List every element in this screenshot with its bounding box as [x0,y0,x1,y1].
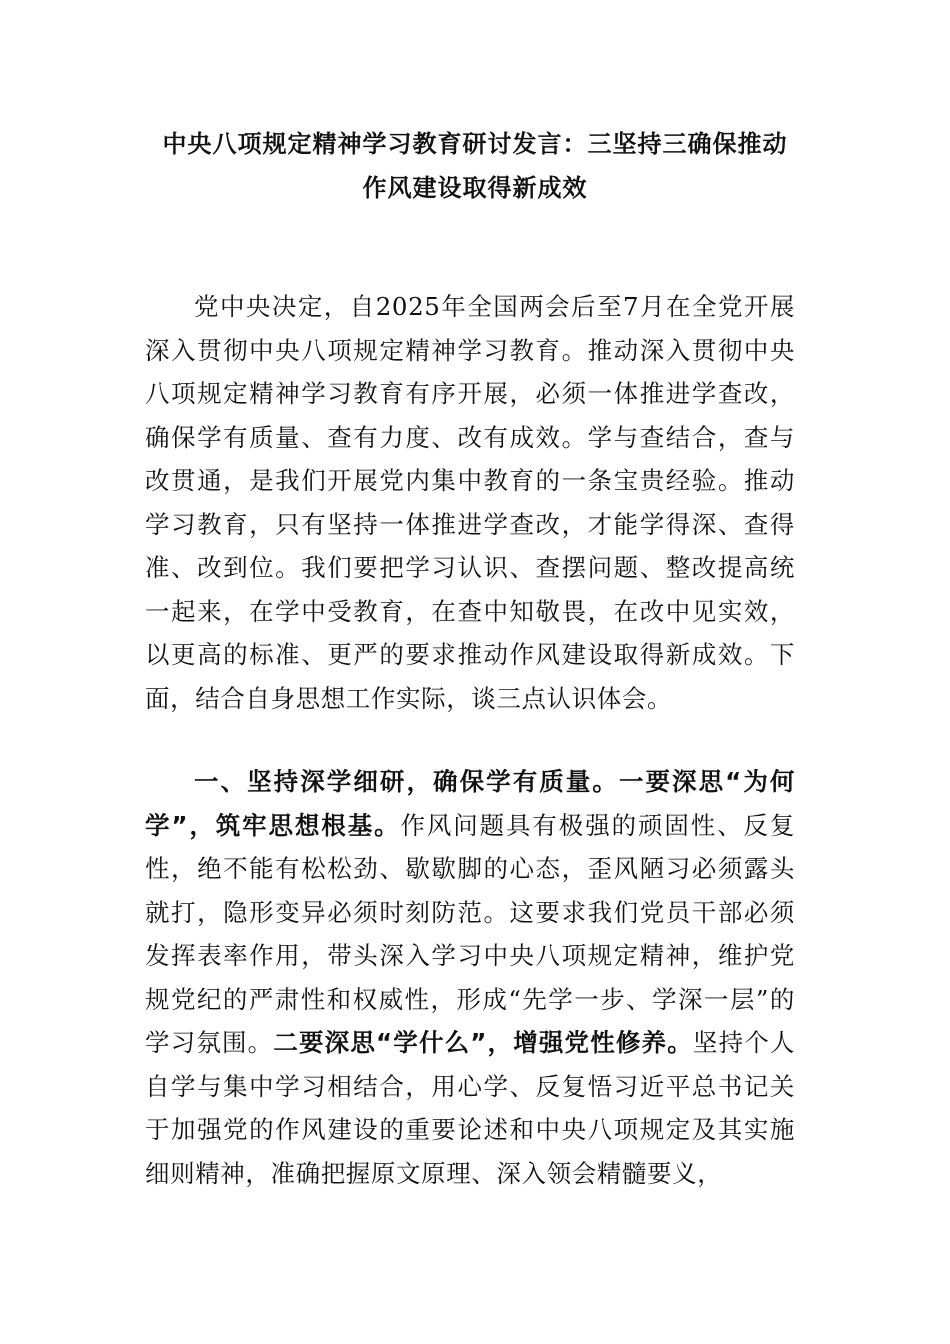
section-1-heading: 一、坚持深学细研，确保学有质量。 [194,767,619,796]
section-1-point-1-text: 作风问题具有极强的顽固性、反复性，绝不能有松松劲、歇歇脚的心态，歪风陋习必须露头就打，隐形变异必须时刻防范。这要求我们党员干部必须发挥表率作用，带头深入学习中央八项规定精神，维护党规党纪的严肃性和权威性，形成“先学一步、学深一层”的学习氛围。 [145,810,796,1057]
section-1-point-1-heading: 一要深思“为何学”，筑牢思想根基。 [145,767,795,840]
title-line-2: 作风建设取得新成效 [362,174,588,202]
section-1-point-2-text: 坚持个人自学与集中学习相结合，用心学、反复悟习近平总书记关于加强党的作风建设的重要论述和中央八项规定及其实施细则精神，准确把握原文原理、深入领会精髓要义， [145,1028,796,1188]
section-1-point-2-heading: 二要深思“学什么”，增强党性修养。 [273,1028,693,1057]
section-1-paragraph [145,760,795,1195]
title-line-1: 中央八项规定精神学习教育研讨发言：三坚持三确保推动 [162,130,788,158]
document-title [140,122,810,210]
intro-paragraph: 党中央决定，自2025年全国两会后至7月在全党开展深入贯彻中央八项规定精神学习教育。推动深入贯彻中央八项规定精神学习教育有序开展，必须一体推进学查改，确保学有质量、查有力度、改有成效。学与查结合，查与改贯通，是我们开展党内集中教育的一条宝贵经验。推动学习教育，只有坚持一体推进学查改，才能学得深、查得准、改到位。我们要把学习认识、查摆问题、整改提高统一起来，在学中受教育，在查中知敬畏，在改中见实效，以更高的标准、更严的要求推动作风建设取得新成效。下面，结合自身思想工作实际，谈三点认识体会。 [145,292,795,713]
